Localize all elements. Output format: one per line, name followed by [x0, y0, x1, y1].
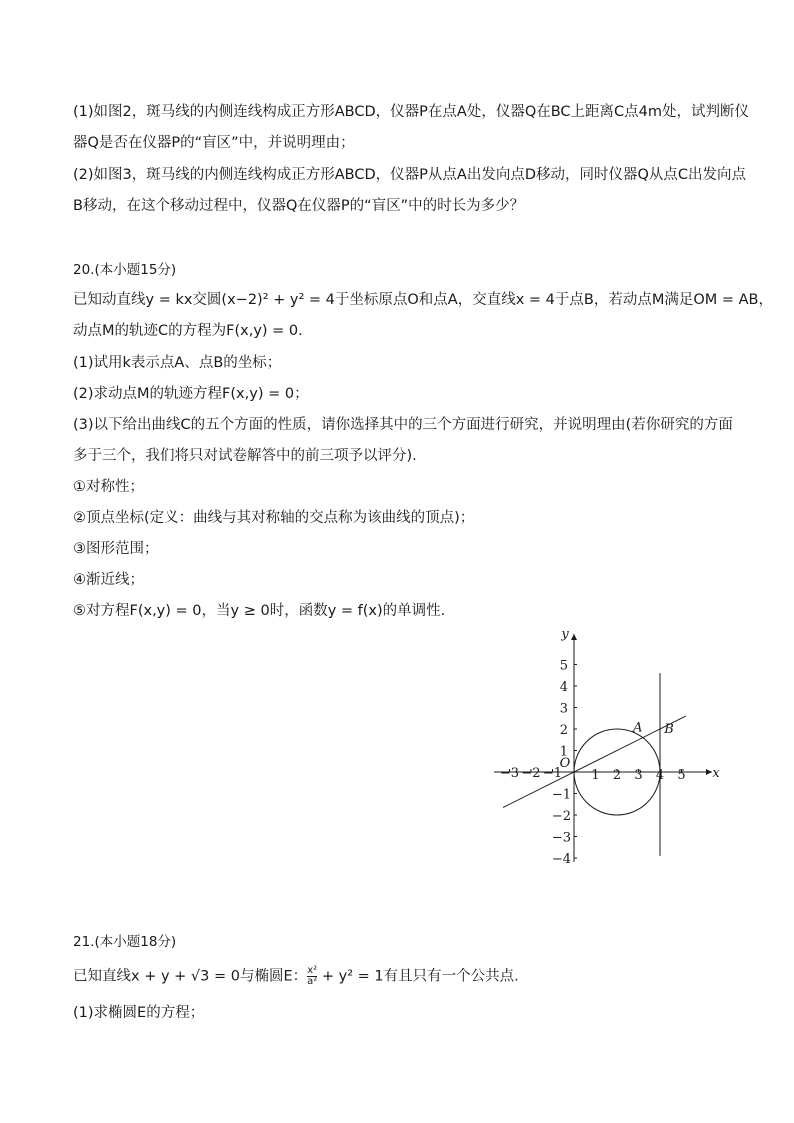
point-b-label: B	[664, 722, 674, 737]
q20-part3-line1: (3)以下给出曲线C的五个方面的性质，请你选择其中的三个方面进行研究，并说明理由(若你研究的方面	[73, 417, 733, 433]
y-tick-label: 1	[559, 744, 568, 760]
x-tick-label: 3	[634, 768, 643, 783]
x-tick-label: 2	[612, 768, 622, 783]
q21-stem-a: 已知直线x + y + √3 = 0与椭圆E：	[73, 968, 308, 985]
x-tick-label: −3	[499, 766, 520, 781]
q20-heading: 20.(本小题15分)	[73, 262, 177, 278]
x-axis-label: x	[712, 766, 720, 781]
y-tick-label: 5	[559, 658, 568, 674]
y-tick-label: 3	[559, 701, 568, 717]
x-tick-label: 5	[677, 768, 686, 783]
y-tick-label: −4	[551, 852, 571, 867]
y-axis-label: y	[561, 627, 569, 642]
q20-stem-line1: 已知动直线y = kx交圆(x−2)² + y² = 4于坐标原点O和点A，交直线x = 4于点B，若动点M满足OM = AB，	[73, 292, 773, 308]
x-axis-arrow	[706, 769, 712, 775]
q20-part2: (2)求动点M的轨迹方程F(x,y) = 0；	[73, 386, 309, 402]
y-tick-label: 4	[559, 680, 568, 695]
y-tick-label: −2	[551, 809, 571, 824]
x-tick-label: −2	[521, 766, 541, 781]
coordinate-plane-svg	[488, 622, 724, 867]
q20-part1: (1)试用k表示点A、点B的坐标；	[73, 355, 282, 371]
y-axis-arrow	[571, 634, 577, 640]
x-tick-label: 4	[655, 768, 665, 783]
q20-item2: ②顶点坐标(定义：曲线与其对称轴的交点称为该曲线的顶点)；	[73, 510, 475, 526]
q21-part1: (1)求椭圆E的方程；	[73, 1005, 205, 1021]
x-tick-label: −1	[542, 766, 563, 781]
q21-frac-denominator: a²	[307, 976, 318, 987]
point-a-label: A	[633, 720, 643, 736]
q21-fraction	[307, 966, 317, 987]
origin-label: O	[559, 756, 571, 771]
coordinate-figure	[488, 622, 724, 867]
q20-item5: ⑤对方程F(x,y) = 0，当y ≥ 0时，函数y = f(x)的单调性.	[73, 603, 446, 619]
q19-part1-line1: (1)如图2，斑马线的内侧连线构成正方形ABCD，仪器P在点A处，仪器Q在BC上距离C点4m处，试判断仪	[73, 104, 750, 120]
y-tick-label: 2	[559, 723, 568, 738]
q21-stem-b: + y² = 1有且只有一个公共点.	[317, 968, 519, 985]
q21-stem	[73, 966, 519, 987]
y-tick-label: −1	[551, 787, 571, 803]
y-tick-label: −3	[551, 830, 571, 846]
q21-heading: 21.(本小题18分)	[73, 934, 177, 950]
q20-part3-line2: 多于三个，我们将只对试卷解答中的前三项予以评分).	[73, 448, 417, 464]
q20-stem-line2: 动点M的轨迹C的方程为F(x,y) = 0.	[73, 323, 303, 339]
q21-frac-numerator: x²	[307, 965, 318, 976]
q20-item4: ④渐近线；	[73, 572, 144, 588]
q19-part2-line2: B移动，在这个移动过程中，仪器Q在仪器P的“盲区”中的时长为多少？	[73, 198, 525, 214]
q19-part1-line2: 器Q是否在仪器P的“盲区”中，并说明理由；	[73, 135, 355, 151]
q20-item3: ③图形范围；	[73, 541, 159, 557]
x-tick-label: 1	[591, 768, 600, 783]
q20-item1: ①对称性；	[73, 479, 144, 495]
q19-part2-line1: (2)如图3，斑马线的内侧连线构成正方形ABCD，仪器P从点A出发向点D移动，同时仪器Q从点C出发向点	[73, 167, 747, 183]
